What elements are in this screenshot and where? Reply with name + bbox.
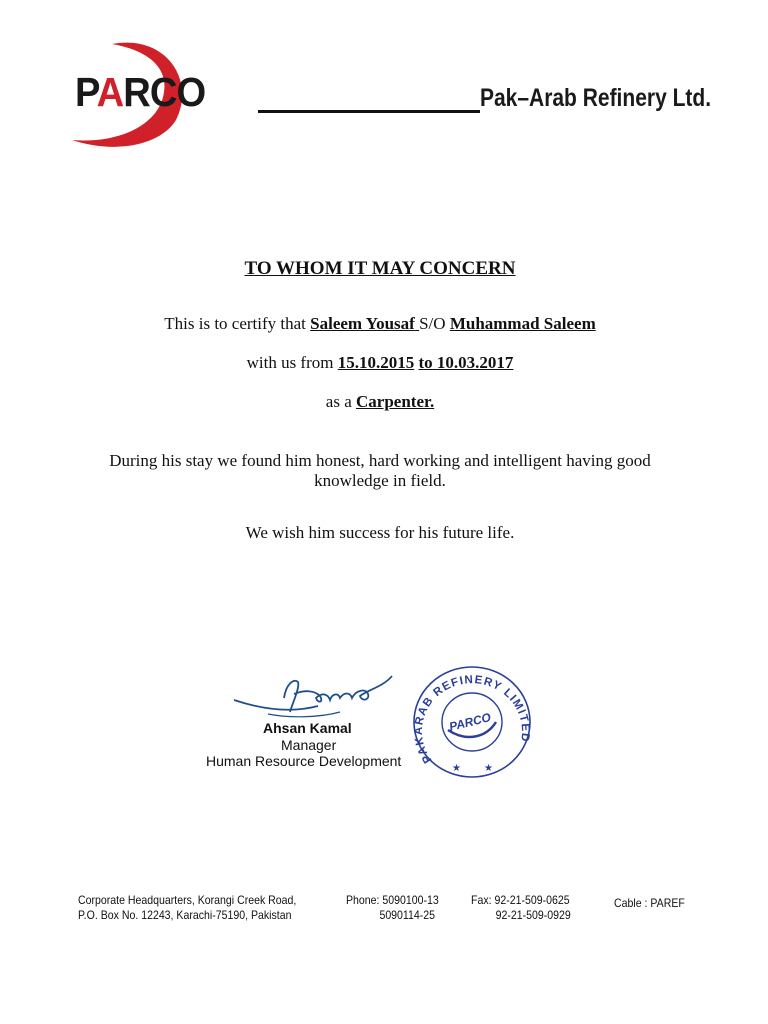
header-rule (258, 110, 480, 113)
signatory-title: Manager (281, 737, 337, 753)
svg-text:★: ★ (452, 763, 461, 774)
handwritten-signature (228, 668, 403, 728)
parco-logo (68, 40, 206, 152)
to-word: to (418, 353, 433, 372)
signatory-department: Human Resource Development (206, 753, 402, 769)
logo-wordmark: PARCO (75, 69, 206, 115)
father-name: Muhammad Saleem (449, 314, 596, 333)
seal-ring-text: PAKARAB REFINERY LIMITED (412, 674, 532, 766)
company-name: Pak–Arab Refinery Ltd. (480, 84, 712, 112)
date-from: 15.10.2015 (337, 353, 415, 372)
designation: Carpenter. (356, 392, 435, 411)
footer-address: Corporate Headquarters, Korangi Creek Road, P.O. Box No. 12243, Karachi-75190, Pakistan (78, 893, 297, 922)
svg-text:★: ★ (484, 763, 493, 774)
letter-heading: TO WHOM IT MAY CONCERN (244, 258, 516, 279)
certify-line: This is to certify that Saleem Yousaf S/O Muhammad Saleem (164, 314, 596, 333)
company-seal (408, 664, 536, 789)
footer-phone: Phone: 5090100-13 5090114-25 (346, 893, 439, 922)
employee-name: Saleem Yousaf (310, 314, 415, 333)
character-paragraph: During his stay we found him honest, hard working and intelligent having good knowledge in field. (109, 451, 651, 490)
signatory-name: Ahsan Kamal (263, 720, 352, 736)
closing-line: We wish him success for his future life. (245, 523, 515, 542)
relation: S/O (419, 314, 446, 333)
duration-line: with us from 15.10.2015 to 10.03.2017 (246, 353, 514, 372)
date-to: 10.03.2017 (436, 353, 514, 372)
designation-line: as a Carpenter. (325, 392, 435, 411)
footer-cable: Cable : PAREF (614, 896, 685, 910)
seal-center-text: PARCO (447, 710, 493, 734)
footer-fax: Fax: 92-21-509-0625 92-21-509-0929 (471, 893, 571, 922)
